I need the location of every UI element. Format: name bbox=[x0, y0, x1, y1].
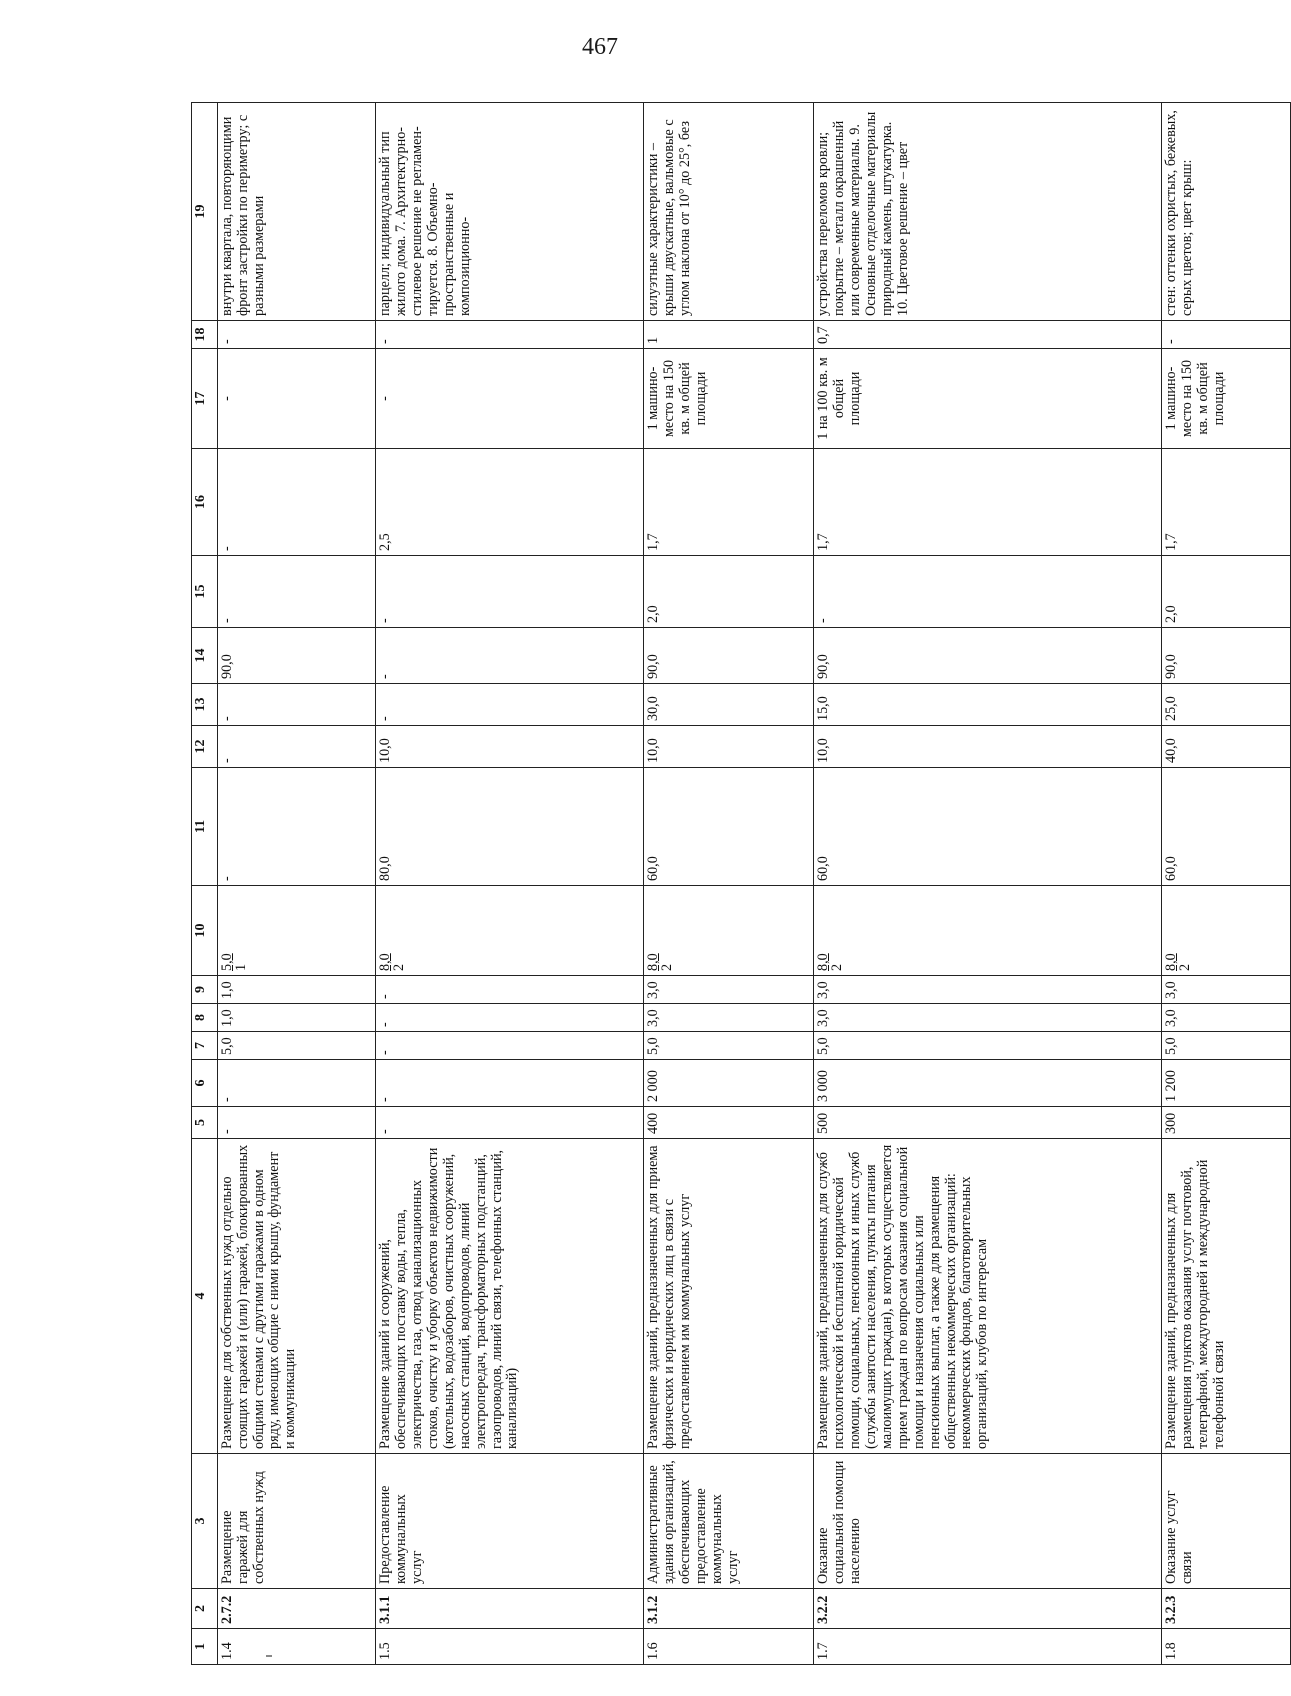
cell-value: - bbox=[376, 976, 644, 1004]
cell-row-number: 1.8 bbox=[1162, 1629, 1291, 1665]
cell-value: 2,5 bbox=[376, 449, 644, 556]
cell-value: 10,0 bbox=[644, 726, 814, 768]
cell-architecture-notes: устройства переломов кровли; покрытие – металл окрашенный или современные материалы. 9. Основные отделочные материалы природный камень, штукатурка. 10. Цветовое решение – цвет bbox=[814, 103, 1162, 321]
cell-value: 3,0 bbox=[814, 976, 1162, 1004]
header-cell: 12 bbox=[192, 726, 218, 768]
fraction-numerator: 8,0 bbox=[377, 953, 394, 971]
cell-architecture-notes: парцелл; индивидуальный тип жилого дома. 7. Архитектурно-стилевое решение не регламен-тируется. 8. Объемно-пространственные и композиционно- bbox=[376, 103, 644, 321]
cell-value: 10,0 bbox=[814, 726, 1162, 768]
cell-value: 10,0 bbox=[376, 726, 644, 768]
header-row bbox=[192, 103, 218, 1665]
header-cell: 2 bbox=[192, 1589, 218, 1629]
header-cell: 18 bbox=[192, 321, 218, 349]
cell-code: 3.1.1 bbox=[376, 1589, 644, 1629]
cell-use-description: Размещение зданий, предназначенных для приема физических и юридических лиц в связи с предоставлением им коммунальных услуг bbox=[644, 1139, 814, 1454]
cell-parking: 1 на 100 кв. м общей площади bbox=[814, 349, 1162, 449]
table-row bbox=[644, 103, 814, 1665]
cell-value: - bbox=[217, 1060, 375, 1107]
cell-value: 5,0 bbox=[814, 1032, 1162, 1060]
rotated-table-wrapper bbox=[191, 103, 1291, 1665]
cell-row-number: 1.4 bbox=[217, 1629, 375, 1665]
header-cell: 1 bbox=[192, 1629, 218, 1665]
cell-use-description: Размещение зданий, предназначенных для размещения пунктов оказания услуг почтовой, телеграфной, междугородней и международной телефонной связи bbox=[1162, 1139, 1291, 1454]
cell-use-name: Предоставление коммунальных услуг bbox=[376, 1454, 644, 1589]
cell-value: 30,0 bbox=[644, 684, 814, 726]
cell-value: 1,7 bbox=[1162, 449, 1291, 556]
cell-value: - bbox=[376, 628, 644, 684]
header-cell: 5 bbox=[192, 1107, 218, 1139]
cell-use-description: Размещение зданий и сооружений, обеспечивающих поставку воды, тепла, электричества, газа, отвод канализационных стоков, очистку и уборку объектов недвижимости (котельных, водозаборов, очистных сооружений, насосных станций, водопроводов, линий электропередач, трансформаторных подстанций, газопроводов, линий связи, телефонных станций, канализаций) bbox=[376, 1139, 644, 1454]
header-cell: 11 bbox=[192, 768, 218, 886]
cell-value: 5,0 bbox=[1162, 1032, 1291, 1060]
cell-value: 40,0 bbox=[1162, 726, 1291, 768]
cell-value: - bbox=[376, 1004, 644, 1032]
fraction-numerator: 8,0 bbox=[815, 953, 832, 971]
fraction-denominator: 2 bbox=[391, 963, 408, 971]
cell-value: 300 bbox=[1162, 1107, 1291, 1139]
cell-parking: 1 машино-место на 150 кв. м общей площади bbox=[644, 349, 814, 449]
cell-value: 0,7 bbox=[814, 321, 1162, 349]
cell-fraction bbox=[1162, 886, 1291, 976]
cell-row-number: 1.5 bbox=[376, 1629, 644, 1665]
cell-row-number: 1.6 bbox=[644, 1629, 814, 1665]
cell-value: 1 bbox=[644, 321, 814, 349]
cell-use-name: Оказание социальной помощи населению bbox=[814, 1454, 1162, 1589]
cell-code: 2.7.2 bbox=[217, 1589, 375, 1629]
cell-fraction bbox=[814, 886, 1162, 976]
cell-use-name: Размещение гаражей для собственных нужд bbox=[217, 1454, 375, 1589]
cell-value: - bbox=[217, 726, 375, 768]
header-cell: 8 bbox=[192, 1004, 218, 1032]
cell-parking: 1 машино-место на 150 кв. м общей площади bbox=[1162, 349, 1291, 449]
cell-value: - bbox=[217, 684, 375, 726]
fraction-denominator: 2 bbox=[659, 963, 676, 971]
cell-fraction bbox=[376, 886, 644, 976]
page-number: 467 bbox=[582, 34, 618, 60]
cell-value: 400 bbox=[644, 1107, 814, 1139]
table-row bbox=[1162, 103, 1291, 1665]
cell-value: - bbox=[1162, 321, 1291, 349]
header-cell: 16 bbox=[192, 449, 218, 556]
table-row bbox=[376, 103, 644, 1665]
cell-value: 80,0 bbox=[376, 768, 644, 886]
cell-value: 3,0 bbox=[644, 976, 814, 1004]
cell-value: - bbox=[376, 1060, 644, 1107]
fraction-numerator: 5,0 bbox=[218, 953, 235, 971]
header-cell: 7 bbox=[192, 1032, 218, 1060]
cell-value: 5,0 bbox=[644, 1032, 814, 1060]
cell-value: 90,0 bbox=[644, 628, 814, 684]
fraction-denominator: 2 bbox=[829, 963, 846, 971]
cell-value: 60,0 bbox=[814, 768, 1162, 886]
cell-value: 3,0 bbox=[1162, 1004, 1291, 1032]
header-cell: 4 bbox=[192, 1139, 218, 1454]
cell-value: 90,0 bbox=[814, 628, 1162, 684]
cell-value: 1 200 bbox=[1162, 1060, 1291, 1107]
cell-code: 3.2.3 bbox=[1162, 1589, 1291, 1629]
cell-value: 90,0 bbox=[1162, 628, 1291, 684]
cell-architecture-notes: внутри квартала, повторяющими фронт застройки по периметру; с разными размерами bbox=[217, 103, 375, 321]
cell-value: 3,0 bbox=[1162, 976, 1291, 1004]
cell-value: 15,0 bbox=[814, 684, 1162, 726]
cell-value: 1,7 bbox=[814, 449, 1162, 556]
cell-value: 60,0 bbox=[644, 768, 814, 886]
scan-mark bbox=[266, 1655, 272, 1657]
cell-use-description: Размещение для собственных нужд отдельно стоящих гаражей и (или) гаражей, блокированных общими стенами с другими гаражами в одном ряду, имеющих общие с ними крышу, фундамент и коммуникации bbox=[217, 1139, 375, 1454]
cell-value: 1,0 bbox=[217, 1004, 375, 1032]
cell-value: 1,0 bbox=[217, 976, 375, 1004]
fraction-denominator: 2 bbox=[1177, 963, 1194, 971]
cell-parking: - bbox=[217, 349, 375, 449]
cell-code: 3.2.2 bbox=[814, 1589, 1162, 1629]
cell-value: 2,0 bbox=[1162, 556, 1291, 628]
cell-value: - bbox=[217, 556, 375, 628]
table-row bbox=[814, 103, 1162, 1665]
cell-value: - bbox=[376, 1032, 644, 1060]
cell-value: 2 000 bbox=[644, 1060, 814, 1107]
cell-value: 3,0 bbox=[644, 1004, 814, 1032]
cell-fraction bbox=[217, 886, 375, 976]
header-cell: 15 bbox=[192, 556, 218, 628]
cell-value: 60,0 bbox=[1162, 768, 1291, 886]
cell-value: - bbox=[217, 321, 375, 349]
cell-use-description: Размещение зданий, предназначенных для служб психологической и бесплатной юридической помощи, социальных, пенсионных и иных служб (службы занятости населения, пункты питания малоимущих граждан), в которых осуществляется прием граждан по вопросам оказания социальной помощи и назначения социальных или пенсионных выплат, а также для размещения общественных некоммерческих организаций: некоммерческих фондов, благотворительных организаций, клубов по интересам bbox=[814, 1139, 1162, 1454]
fraction-numerator: 8,0 bbox=[645, 953, 662, 971]
header-cell: 14 bbox=[192, 628, 218, 684]
fraction-numerator: 8,0 bbox=[1163, 953, 1180, 971]
cell-value: - bbox=[217, 768, 375, 886]
header-cell: 19 bbox=[192, 103, 218, 321]
cell-value: - bbox=[217, 1107, 375, 1139]
header-cell: 6 bbox=[192, 1060, 218, 1107]
cell-use-name: Административные здания организаций, обеспечивающих предоставление коммунальных услуг bbox=[644, 1454, 814, 1589]
cell-value: - bbox=[217, 449, 375, 556]
cell-value: - bbox=[376, 684, 644, 726]
header-cell: 17 bbox=[192, 349, 218, 449]
cell-value: 25,0 bbox=[1162, 684, 1291, 726]
cell-value: 2,0 bbox=[644, 556, 814, 628]
cell-value: - bbox=[376, 321, 644, 349]
cell-value: - bbox=[376, 556, 644, 628]
table-row bbox=[217, 103, 375, 1665]
cell-code: 3.1.2 bbox=[644, 1589, 814, 1629]
cell-value: 5,0 bbox=[217, 1032, 375, 1060]
header-cell: 3 bbox=[192, 1454, 218, 1589]
fraction-denominator: 1 bbox=[232, 963, 249, 971]
header-cell: 9 bbox=[192, 976, 218, 1004]
cell-architecture-notes: стен: оттенки охристых, бежевых, серых цветов; цвет крыш: bbox=[1162, 103, 1291, 321]
cell-architecture-notes: силуэтные характеристики – крыши двускатные, вальмовые с углом наклона от 10° до 25°, без bbox=[644, 103, 814, 321]
header-cell: 10 bbox=[192, 886, 218, 976]
cell-use-name: Оказание услуг связи bbox=[1162, 1454, 1291, 1589]
cell-fraction bbox=[644, 886, 814, 976]
cell-parking: - bbox=[376, 349, 644, 449]
header-cell: 13 bbox=[192, 684, 218, 726]
cell-value: 3,0 bbox=[814, 1004, 1162, 1032]
cell-value: - bbox=[376, 1107, 644, 1139]
cell-value: 3 000 bbox=[814, 1060, 1162, 1107]
cell-row-number: 1.7 bbox=[814, 1629, 1162, 1665]
cell-value: - bbox=[814, 556, 1162, 628]
cell-value: 1,7 bbox=[644, 449, 814, 556]
regulations-table bbox=[191, 102, 1291, 1665]
cell-value: 90,0 bbox=[217, 628, 375, 684]
cell-value: 500 bbox=[814, 1107, 1162, 1139]
